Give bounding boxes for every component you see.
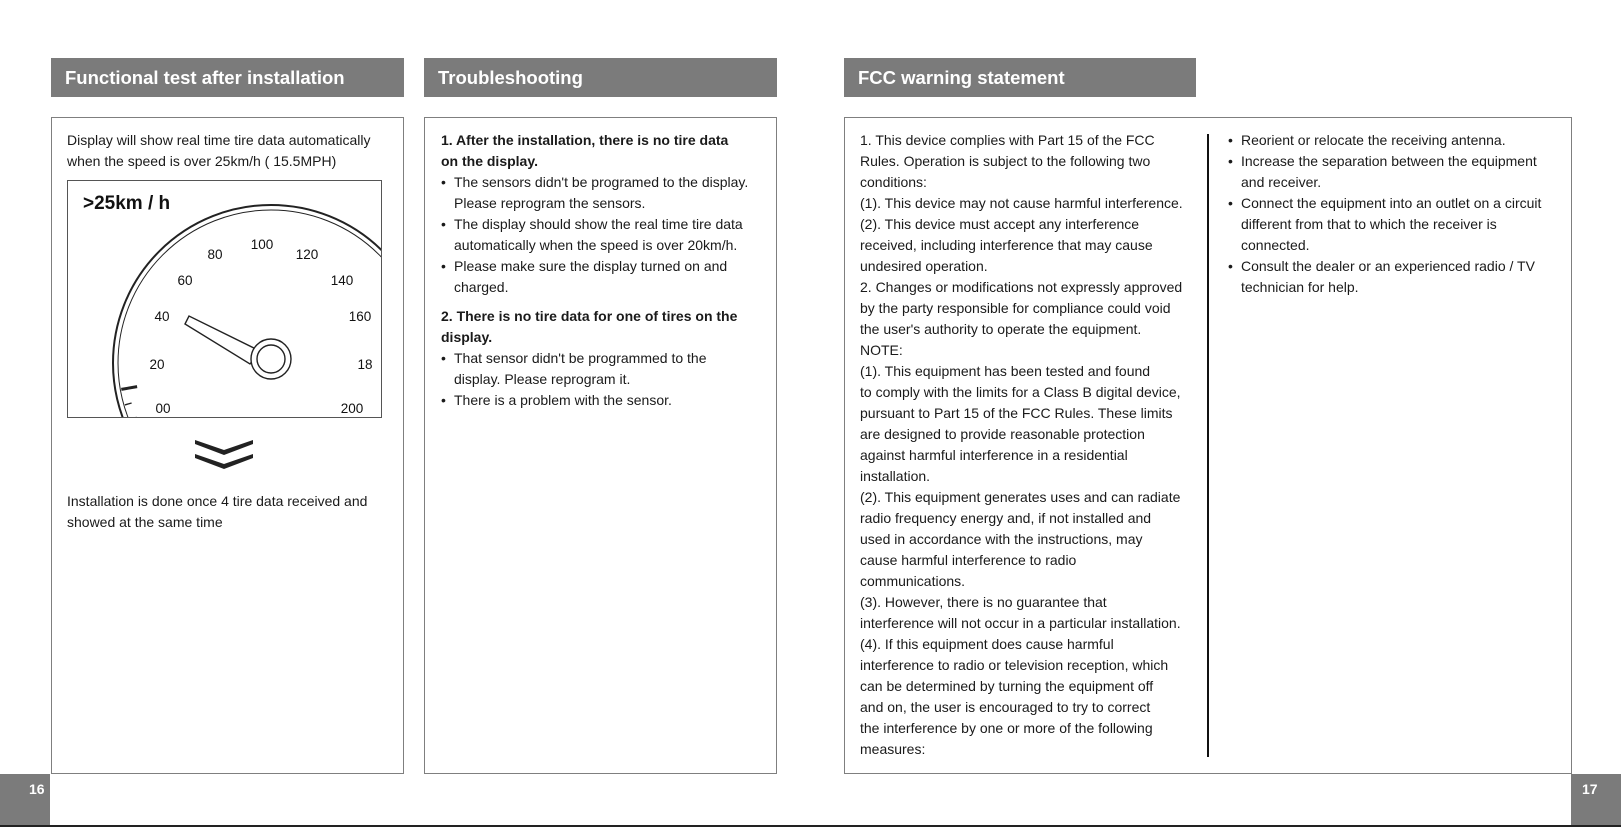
gauge-label-160: 160 — [348, 309, 372, 324]
functional-test-panel — [51, 117, 404, 774]
fcc-line: by the party responsible for compliance could void — [860, 300, 1171, 316]
fcc-line: interference will not occur in a particular installation. — [860, 615, 1181, 631]
fcc-line: (3). However, there is no guarantee that — [860, 594, 1107, 610]
gauge-outer-rim — [113, 205, 382, 418]
fcc-line: 2. Changes or modifications not expressly approved — [860, 279, 1183, 295]
gauge-hub-inner — [257, 345, 285, 373]
measure-line: • Increase the separation between the equipment — [1241, 153, 1537, 169]
fcc-line: used in accordance with the instructions, may — [860, 531, 1143, 547]
troubleshooting-content — [441, 130, 766, 411]
fcc-line: conditions: — [860, 174, 927, 190]
fcc-line: against harmful interference in a residential — [860, 447, 1128, 463]
gauge-needle — [185, 316, 260, 364]
fcc-measures-column — [1228, 130, 1554, 298]
fcc-line: and on, the user is encouraged to try to correct — [860, 699, 1151, 715]
outro-line: showed at the same time — [67, 514, 223, 530]
fcc-line: cause harmful interference to radio — [860, 552, 1077, 568]
fcc-line: the interference by one or more of the following — [860, 720, 1153, 736]
q1-bullet — [441, 214, 766, 256]
measure-item — [1228, 193, 1554, 256]
gauge-label-140: 140 — [330, 273, 354, 288]
q1-bullet — [441, 172, 766, 214]
question-2 — [441, 306, 766, 348]
troubleshooting-panel — [424, 117, 777, 774]
intro-text — [67, 130, 392, 172]
fcc-line: measures: — [860, 741, 926, 757]
fcc-line: radio frequency energy and, if not installed and — [860, 510, 1152, 526]
fcc-line: pursuant to Part 15 of the FCC Rules. These limits — [860, 405, 1173, 421]
gauge-label-20: 20 — [149, 357, 165, 372]
question-1-line: on the display. — [441, 153, 538, 169]
fcc-line: are designed to provide reasonable protection — [860, 426, 1145, 442]
section-header-troubleshooting: Troubleshooting — [424, 58, 777, 97]
gauge-label-00: 00 — [155, 401, 171, 416]
question-1 — [441, 130, 766, 172]
bullet-line: • That sensor didn't be programmed to the — [454, 350, 707, 366]
page-number-left: 16 — [0, 774, 50, 827]
fcc-line: Rules. Operation is subject to the following two — [860, 153, 1151, 169]
fcc-line: 1. This device complies with Part 15 of the FCC — [860, 132, 1155, 148]
fcc-line: interference to radio or television reception, which — [860, 657, 1169, 673]
fcc-line: NOTE: — [860, 342, 903, 358]
measure-item — [1228, 151, 1554, 193]
measure-line: and receiver. — [1241, 174, 1322, 190]
bullet-line: automatically when the speed is over 20km/h. — [454, 237, 738, 253]
bullet-line: display. Please reprogram it. — [454, 371, 631, 387]
page-number-right: 17 — [1571, 774, 1621, 827]
intro-line: when the speed is over 25km/h ( 15.5MPH) — [67, 153, 337, 169]
measure-line: • Reorient or relocate the receiving antenna. — [1241, 132, 1506, 148]
speedometer-gauge — [68, 181, 382, 418]
fcc-line: the user's authority to operate the equipment. — [860, 321, 1142, 337]
fcc-line: can be determined by turning the equipment off — [860, 678, 1154, 694]
question-2-line: display. — [441, 329, 493, 345]
gauge-label-18: 18 — [357, 357, 373, 372]
measure-item — [1228, 256, 1554, 298]
gauge-tick — [121, 387, 137, 390]
q2-bullet — [441, 348, 766, 390]
bullet-line: • There is a problem with the sensor. — [454, 392, 672, 408]
gauge-label-100: 100 — [250, 237, 274, 252]
fcc-panel — [844, 117, 1572, 774]
q1-bullet — [441, 256, 766, 298]
gauge-label-200: 200 — [340, 401, 364, 416]
measure-line: connected. — [1241, 237, 1310, 253]
gauge-tick — [130, 417, 137, 418]
measure-line: different from that to which the receiver is — [1241, 216, 1497, 232]
fcc-line: installation. — [860, 468, 931, 484]
fcc-line: received, including interference that may cause — [860, 237, 1153, 253]
bullet-line: • The display should show the real time tire data — [454, 216, 743, 232]
section-header-functional-test: Functional test after installation — [51, 58, 404, 97]
fcc-line: (2). This device must accept any interference — [860, 216, 1140, 232]
gauge-label-120: 120 — [295, 247, 319, 262]
gauge-scale-labels — [149, 237, 372, 416]
gauge-label-40: 40 — [154, 309, 170, 324]
fcc-line: to comply with the limits for a Class B digital device, — [860, 384, 1181, 400]
fcc-line: (1). This equipment has been tested and found — [860, 363, 1151, 379]
q2-bullet — [441, 390, 766, 411]
outro-text — [67, 491, 392, 533]
column-divider — [1207, 134, 1209, 757]
outro-line: Installation is done once 4 tire data received and — [67, 493, 368, 509]
section-header-fcc: FCC warning statement — [844, 58, 1196, 97]
fcc-line: (2). This equipment generates uses and can radiate — [860, 489, 1181, 505]
measure-item — [1228, 130, 1554, 151]
double-chevron-down-icon — [195, 440, 253, 472]
measure-line: • Connect the equipment into an outlet on a circuit — [1241, 195, 1542, 211]
bullet-line: • Please make sure the display turned on and — [454, 258, 728, 274]
measure-line: technician for help. — [1241, 279, 1359, 295]
question-1-line: 1. After the installation, there is no tire data — [441, 132, 729, 148]
speedometer-figure — [67, 180, 382, 418]
fcc-line: communications. — [860, 573, 966, 589]
gauge-tick — [125, 403, 132, 405]
bullet-line: • The sensors didn't be programed to the display. — [454, 174, 749, 190]
fcc-line: undesired operation. — [860, 258, 988, 274]
question-2-line: 2. There is no tire data for one of tires on the — [441, 308, 738, 324]
speed-threshold-label: >25km / h — [83, 193, 171, 214]
fcc-line: (1). This device may not cause harmful interference. — [860, 195, 1183, 211]
intro-line: Display will show real time tire data automatically — [67, 132, 371, 148]
measure-line: • Consult the dealer or an experienced radio / TV — [1241, 258, 1535, 274]
gauge-label-80: 80 — [207, 247, 223, 262]
fcc-line: (4). If this equipment does cause harmful — [860, 636, 1114, 652]
bullet-line: Please reprogram the sensors. — [454, 195, 646, 211]
fcc-statement-column — [860, 130, 1186, 760]
bullet-line: charged. — [454, 279, 509, 295]
gauge-label-60: 60 — [177, 273, 193, 288]
